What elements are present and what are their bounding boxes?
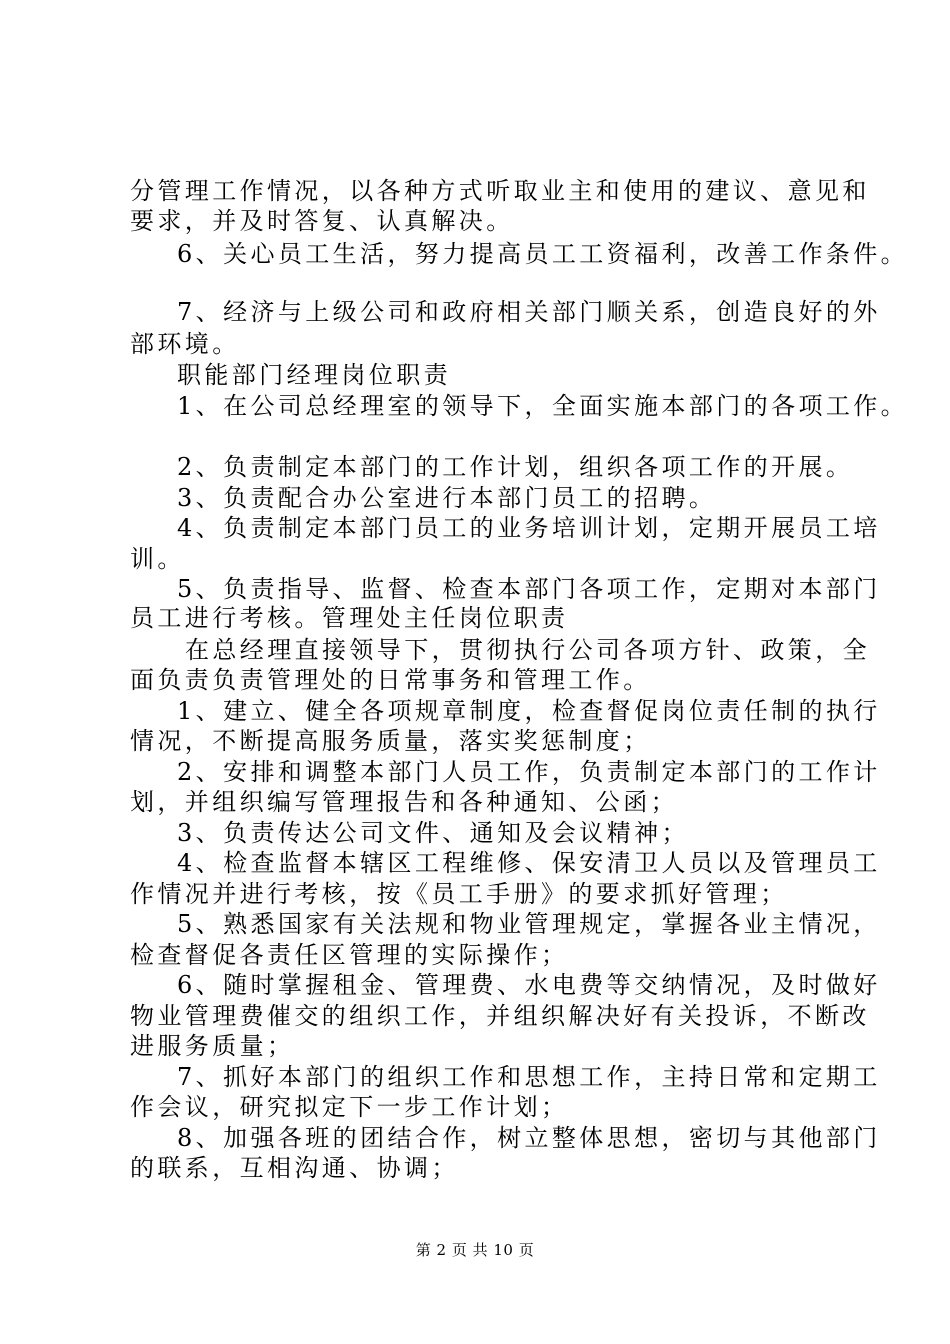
text-line: 7、经济与上级公司和政府相关部门顺关系，创造良好的外 xyxy=(177,298,881,326)
text-line: 6、随时掌握租金、管理费、水电费等交纳情况，及时做好 xyxy=(177,971,881,999)
text-line: 2、安排和调整本部门人员工作，负责制定本部门的工作计 xyxy=(177,758,881,786)
text-line: 情况，不断提高服务质量，落实奖惩制度； xyxy=(130,727,651,755)
text-line: 物业管理费催交的组织工作，并组织解决好有关投诉，不断改 xyxy=(130,1002,870,1030)
text-line: 在总经理直接领导下，贯彻执行公司各项方针、政策，全 xyxy=(185,636,870,664)
section-heading: 职能部门经理岗位职责 xyxy=(177,361,451,389)
text-line: 3、负责传达公司文件、通知及会议精神； xyxy=(177,819,689,847)
text-line: 4、检查监督本辖区工程维修、保安清卫人员以及管理员工 xyxy=(177,849,881,877)
text-line: 检查督促各责任区管理的实际操作； xyxy=(130,941,569,969)
text-line: 分管理工作情况，以各种方式听取业主和使用的建议、意见和 xyxy=(130,177,870,205)
text-line: 5、熟悉国家有关法规和物业管理规定，掌握各业主情况， xyxy=(177,910,881,938)
text-line: 的联系，互相沟通、协调； xyxy=(130,1154,459,1182)
text-line: 进服务质量； xyxy=(130,1032,295,1060)
text-line: 员工进行考核。管理处主任岗位职责 xyxy=(130,604,569,632)
text-line: 5、负责指导、监督、检查本部门各项工作，定期对本部门 xyxy=(177,575,881,603)
text-line: 7、抓好本部门的组织工作和思想工作，主持日常和定期工 xyxy=(177,1063,881,1091)
text-line: 4、负责制定本部门员工的业务培训计划，定期开展员工培 xyxy=(177,514,881,542)
text-line: 部环境。 xyxy=(130,330,240,358)
text-line: 训。 xyxy=(130,545,185,573)
text-line: 8、加强各班的团结合作，树立整体思想，密切与其他部门 xyxy=(177,1124,881,1152)
text-line: 划，并组织编写管理报告和各种通知、公函； xyxy=(130,788,678,816)
text-line: 6、关心员工生活，努力提高员工工资福利，改善工作条件。 xyxy=(177,240,909,268)
page-number-footer: 第 2 页 共 10 页 xyxy=(415,1241,535,1259)
text-line: 作情况并进行考核，按《员工手册》的要求抓好管理； xyxy=(130,880,788,908)
text-line: 1、建立、健全各项规章制度，检查督促岗位责任制的执行 xyxy=(177,697,881,725)
text-line: 3、负责配合办公室进行本部门员工的招聘。 xyxy=(177,484,717,512)
text-line: 1、在公司总经理室的领导下，全面实施本部门的各项工作。 xyxy=(177,392,909,420)
text-line: 作会议，研究拟定下一步工作计划； xyxy=(130,1093,569,1121)
text-line: 要求，并及时答复、认真解决。 xyxy=(130,207,514,235)
text-line: 2、负责制定本部门的工作计划，组织各项工作的开展。 xyxy=(177,453,854,481)
text-line: 面负责负责管理处的日常事务和管理工作。 xyxy=(130,666,651,694)
